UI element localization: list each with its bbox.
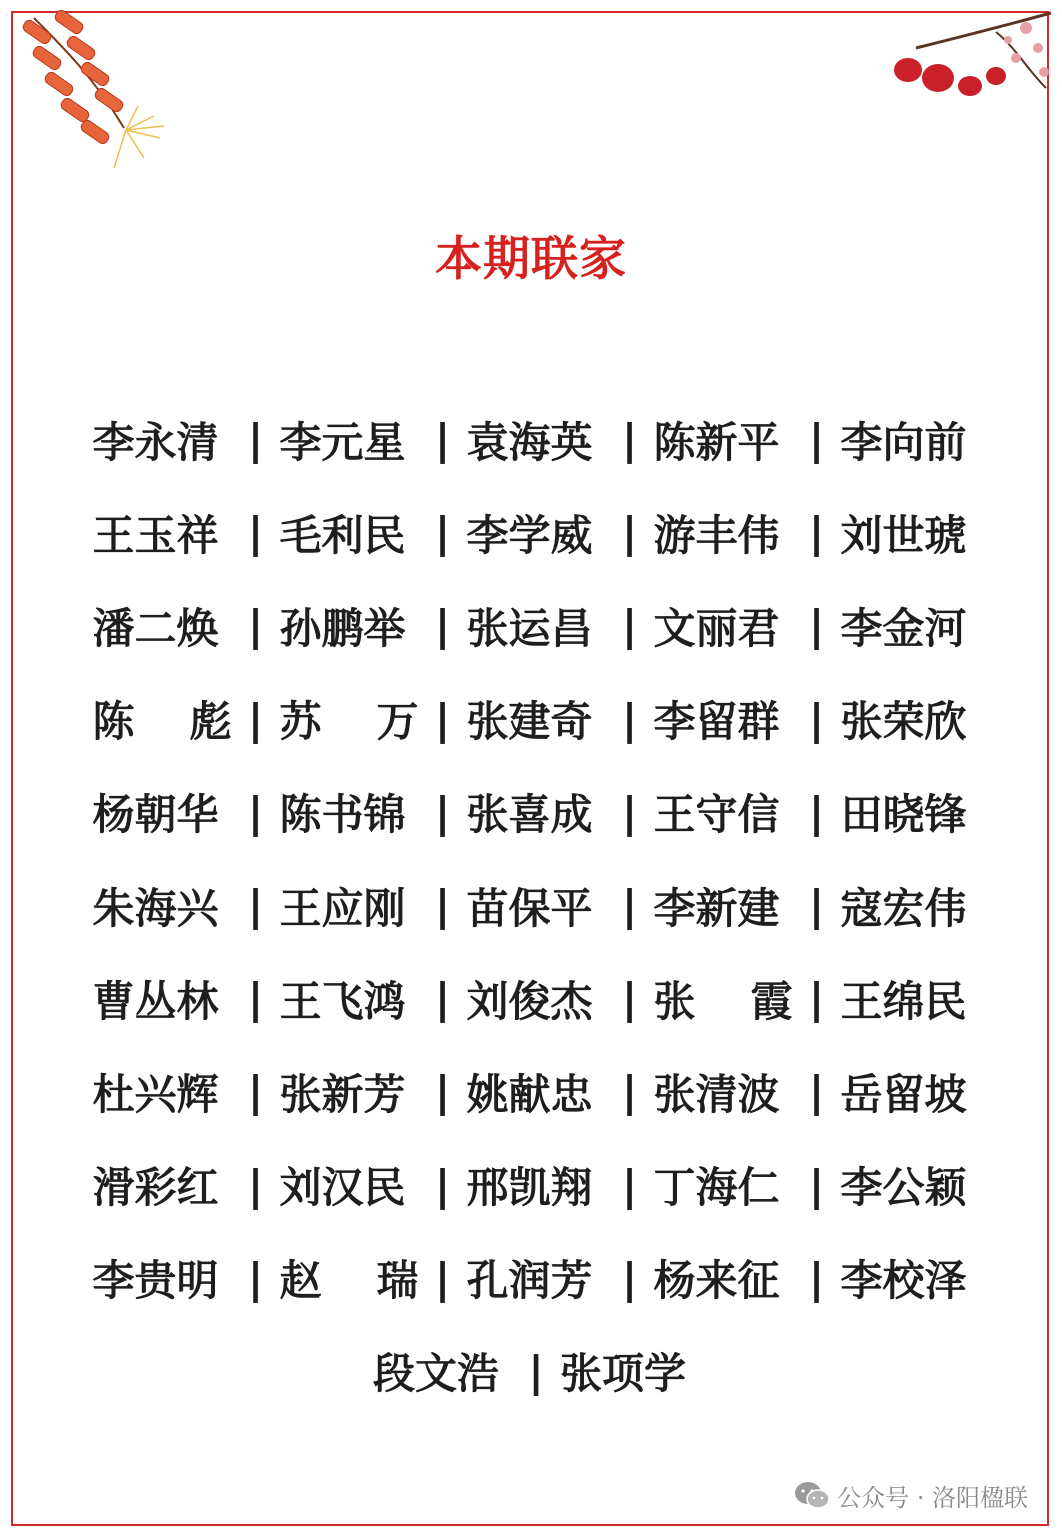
name-item: 陈新平 xyxy=(653,417,780,467)
separator: | xyxy=(434,508,451,558)
separator: | xyxy=(621,1160,638,1210)
name-item: 张喜成 xyxy=(466,790,593,840)
separator: | xyxy=(247,881,264,931)
name-item: 李永清 xyxy=(92,417,219,467)
footer-text: 公众号 · 洛阳楹联 xyxy=(837,1484,1028,1512)
name-item: 王守信 xyxy=(653,790,780,840)
separator: | xyxy=(621,508,638,558)
name-row xyxy=(91,766,981,859)
name-item: 刘汉民 xyxy=(279,1163,406,1213)
name-item: 李贵明 xyxy=(92,1256,219,1306)
name-item: 王应刚 xyxy=(279,883,406,933)
name-item: 李新建 xyxy=(653,883,780,933)
separator: | xyxy=(621,1253,638,1303)
name-item: 段文浩 xyxy=(373,1349,500,1399)
separator: | xyxy=(247,1160,264,1210)
name-item: 苏 万 xyxy=(279,697,419,747)
name-item: 陈 彪 xyxy=(92,697,232,747)
name-item: 田晓锋 xyxy=(840,790,967,840)
name-item: 李向前 xyxy=(840,417,967,467)
name-row xyxy=(91,393,981,486)
name-item: 游丰伟 xyxy=(653,510,780,560)
name-row xyxy=(91,1232,981,1325)
name-item: 王玉祥 xyxy=(92,510,219,560)
separator: | xyxy=(808,974,825,1024)
name-item: 邢凯翔 xyxy=(466,1163,593,1213)
separator: | xyxy=(434,1160,451,1210)
name-item: 杜兴辉 xyxy=(92,1069,219,1119)
name-item: 朱海兴 xyxy=(92,883,219,933)
name-item: 赵 瑞 xyxy=(279,1256,419,1306)
separator: | xyxy=(808,1067,825,1117)
separator: | xyxy=(434,1253,451,1303)
name-item: 姚献忠 xyxy=(466,1069,593,1119)
separator: | xyxy=(434,601,451,651)
separator: | xyxy=(247,694,264,744)
name-item: 张 霞 xyxy=(653,976,793,1026)
separator: | xyxy=(621,787,638,837)
name-item: 文丽君 xyxy=(653,603,780,653)
name-row xyxy=(91,1325,981,1418)
name-item: 寇宏伟 xyxy=(840,883,967,933)
name-item: 张清波 xyxy=(653,1069,780,1119)
name-row xyxy=(91,859,981,952)
name-item: 李公颖 xyxy=(840,1163,967,1213)
name-list xyxy=(91,393,981,1418)
name-item: 滑彩红 xyxy=(92,1163,219,1213)
name-item: 曹丛林 xyxy=(92,976,219,1026)
separator: | xyxy=(808,787,825,837)
lantern-plum-icon xyxy=(876,8,1056,118)
name-row xyxy=(91,1045,981,1138)
name-item: 张新芳 xyxy=(279,1069,406,1119)
separator: | xyxy=(247,508,264,558)
wechat-icon xyxy=(793,1480,831,1512)
separator: | xyxy=(434,974,451,1024)
name-item: 张荣欣 xyxy=(840,697,967,747)
name-item: 陈书锦 xyxy=(279,790,406,840)
name-item: 袁海英 xyxy=(466,417,593,467)
firecracker-icon xyxy=(14,8,174,178)
separator: | xyxy=(528,1346,544,1396)
name-item: 王飞鸿 xyxy=(279,976,406,1026)
name-item: 潘二焕 xyxy=(92,603,219,653)
separator: | xyxy=(621,415,638,465)
separator: | xyxy=(247,601,264,651)
name-item: 杨来征 xyxy=(653,1256,780,1306)
separator: | xyxy=(621,1067,638,1117)
name-row xyxy=(91,952,981,1045)
name-item: 李元星 xyxy=(279,417,406,467)
separator: | xyxy=(434,1067,451,1117)
separator: | xyxy=(621,694,638,744)
name-row xyxy=(91,1139,981,1232)
separator: | xyxy=(247,787,264,837)
separator: | xyxy=(621,601,638,651)
footer xyxy=(793,1478,1028,1513)
name-item: 李学威 xyxy=(466,510,593,560)
page-title: 本期联家 xyxy=(435,232,627,287)
name-item: 孙鹏举 xyxy=(279,603,406,653)
separator: | xyxy=(247,1067,264,1117)
separator: | xyxy=(808,508,825,558)
name-item: 毛利民 xyxy=(279,510,406,560)
name-item: 张建奇 xyxy=(466,697,593,747)
name-item: 张项学 xyxy=(560,1349,687,1399)
name-item: 岳留坡 xyxy=(840,1069,967,1119)
separator: | xyxy=(247,1253,264,1303)
separator: | xyxy=(808,881,825,931)
separator: | xyxy=(621,974,638,1024)
name-item: 丁海仁 xyxy=(653,1163,780,1213)
name-item: 张运昌 xyxy=(466,603,593,653)
name-item: 李金河 xyxy=(840,603,967,653)
separator: | xyxy=(434,415,451,465)
name-item: 王绵民 xyxy=(840,976,967,1026)
name-item: 孔润芳 xyxy=(466,1256,593,1306)
separator: | xyxy=(434,694,451,744)
name-item: 刘世琥 xyxy=(840,510,967,560)
separator: | xyxy=(808,1160,825,1210)
name-item: 李留群 xyxy=(653,697,780,747)
separator: | xyxy=(434,881,451,931)
separator: | xyxy=(808,601,825,651)
separator: | xyxy=(621,881,638,931)
name-item: 杨朝华 xyxy=(92,790,219,840)
separator: | xyxy=(434,787,451,837)
name-row xyxy=(91,579,981,672)
name-item: 苗保平 xyxy=(466,883,593,933)
name-item: 李校泽 xyxy=(840,1256,967,1306)
separator: | xyxy=(808,415,825,465)
separator: | xyxy=(247,415,264,465)
separator: | xyxy=(808,694,825,744)
separator: | xyxy=(247,974,264,1024)
name-row xyxy=(91,486,981,579)
separator: | xyxy=(808,1253,825,1303)
name-row xyxy=(91,673,981,766)
name-item: 刘俊杰 xyxy=(466,976,593,1026)
